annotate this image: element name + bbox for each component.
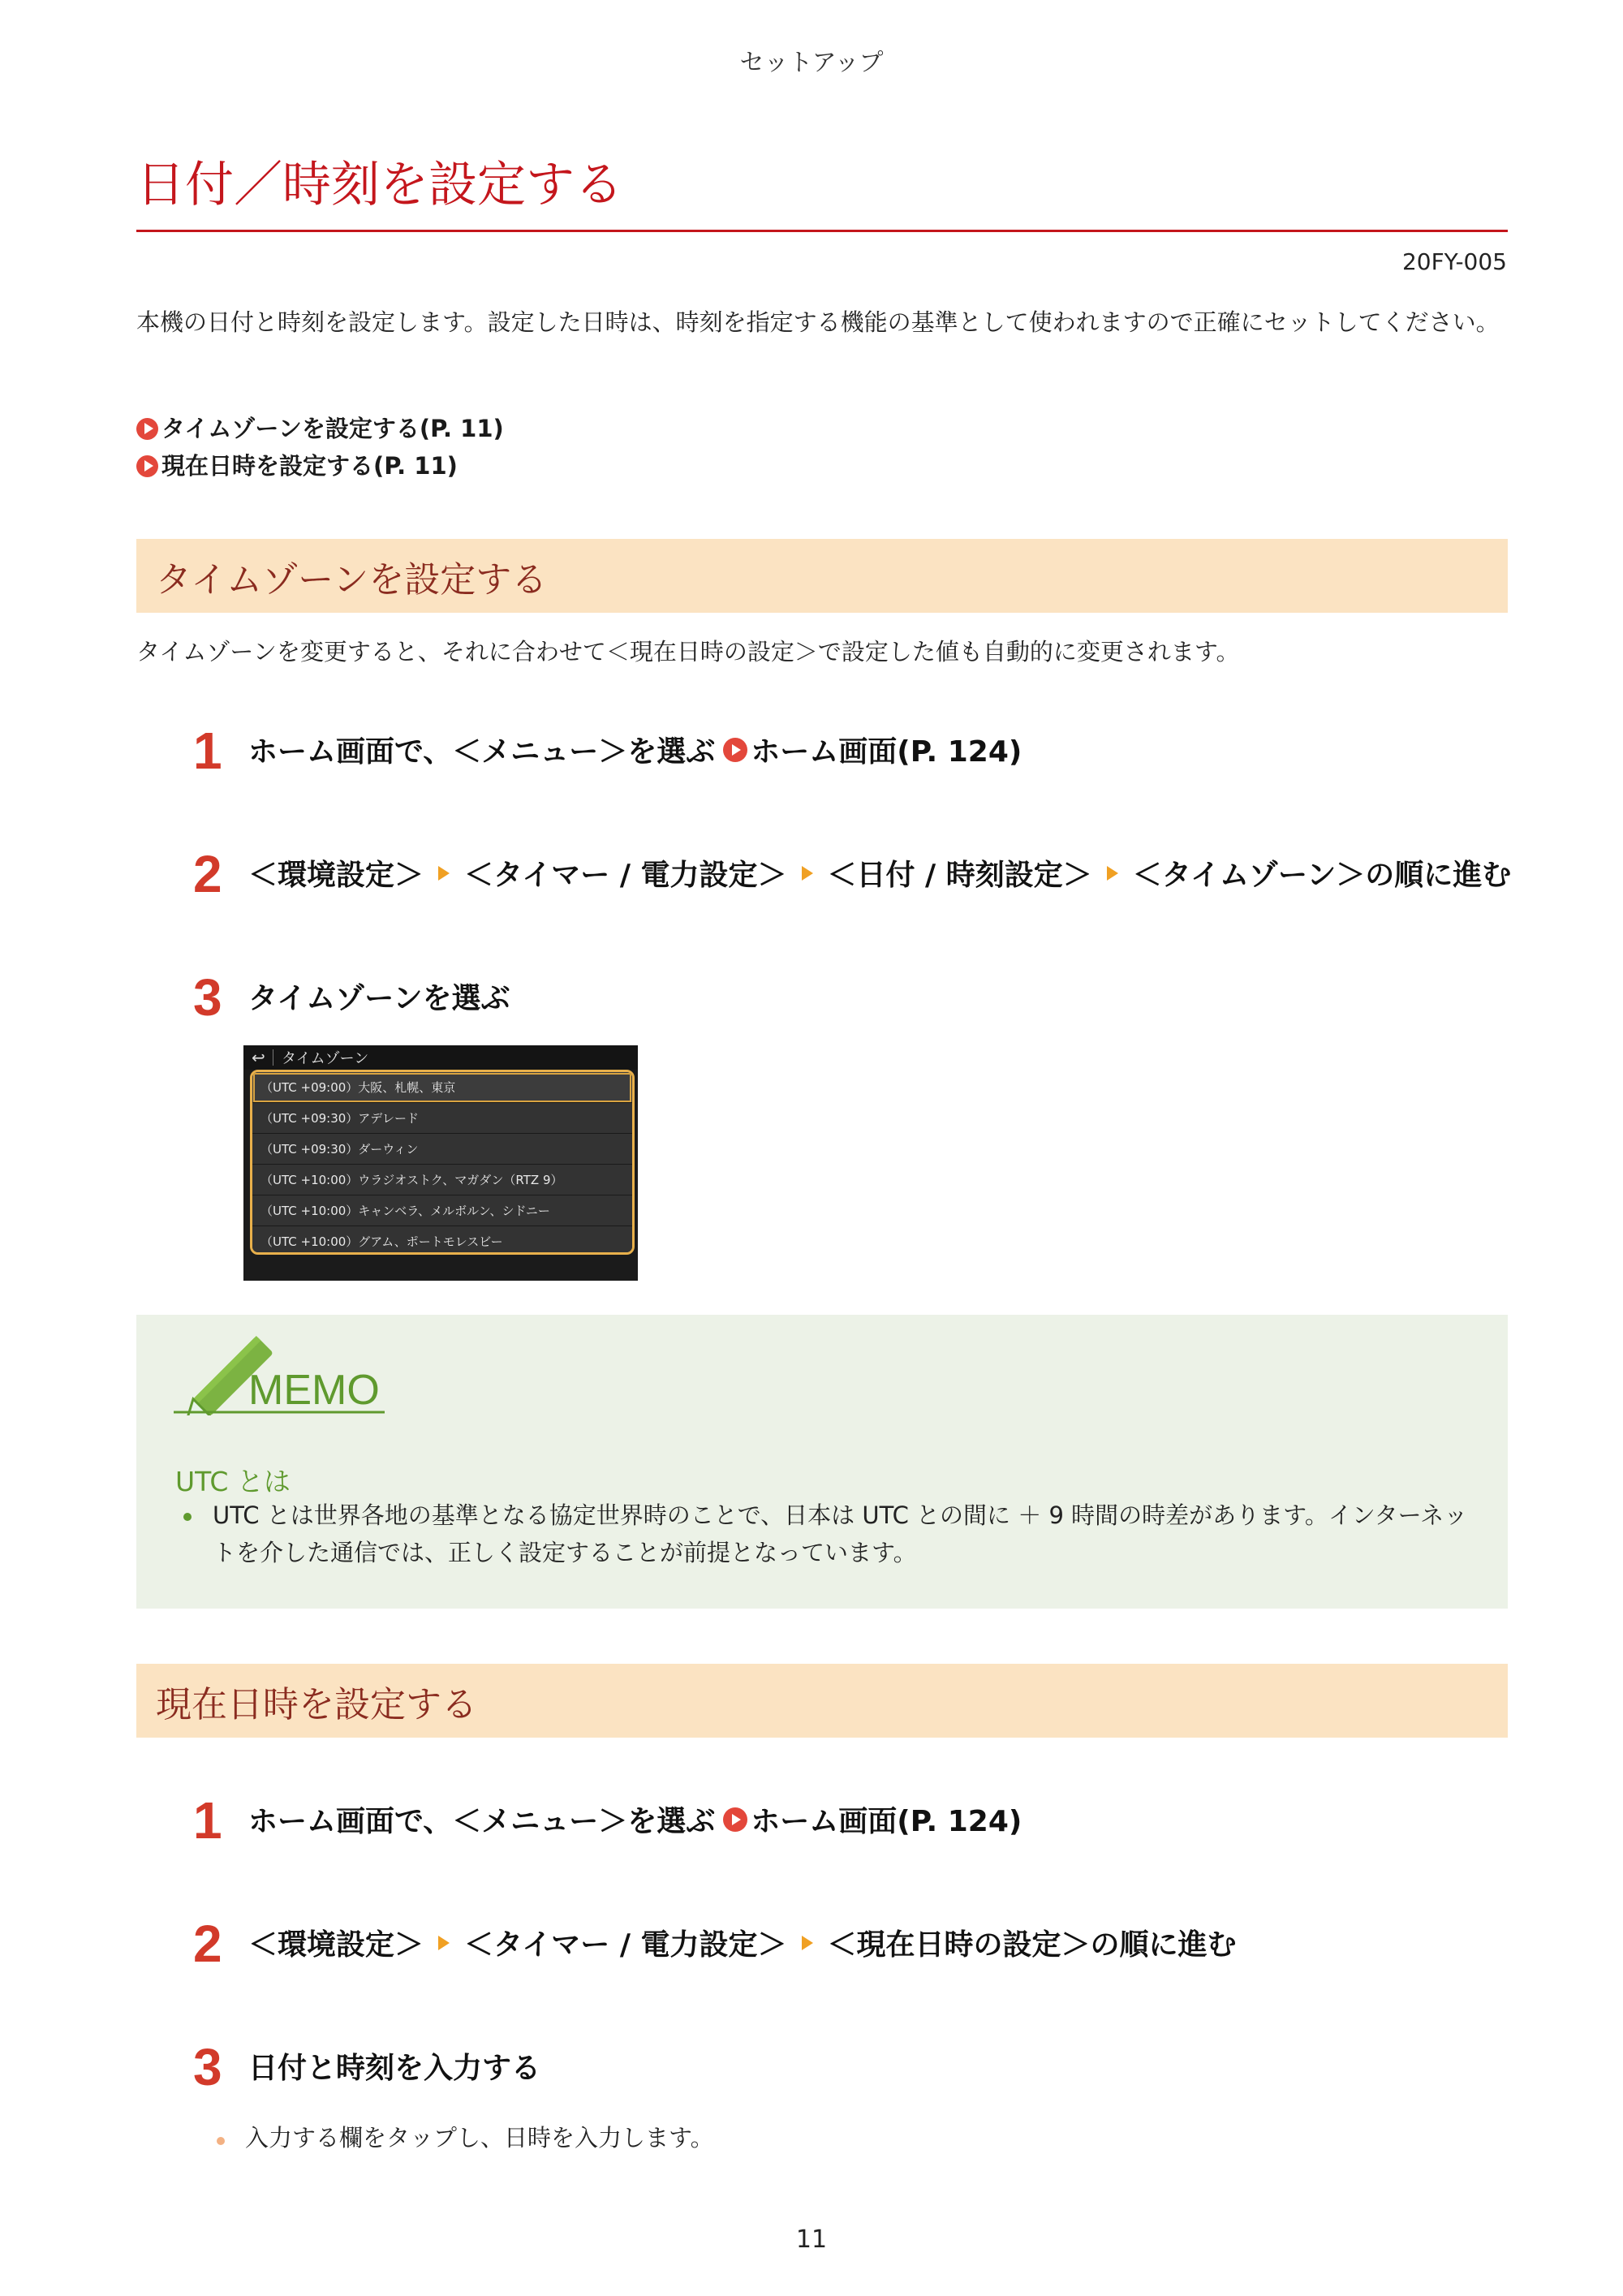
step-number: 2 bbox=[193, 1915, 222, 1973]
section-heading-current-datetime bbox=[136, 1664, 1508, 1738]
screen-title: タイムゾーン bbox=[282, 1050, 369, 1067]
menu-path-item: ＜タイマー / 電力設定＞ bbox=[464, 859, 787, 892]
step-label: ホーム画面で、＜メニュー＞を選ぶ bbox=[248, 1805, 716, 1838]
step-text bbox=[248, 852, 1511, 894]
section-links bbox=[136, 410, 504, 485]
step-text bbox=[248, 1798, 1022, 1840]
link-arrow-icon bbox=[136, 455, 158, 477]
step-text bbox=[248, 1922, 1237, 1963]
link-timezone[interactable] bbox=[136, 410, 504, 447]
page-number: 11 bbox=[795, 2225, 828, 2254]
page-title: 日付／時刻を設定する bbox=[136, 157, 623, 213]
step-number: 3 bbox=[193, 968, 222, 1027]
section-description: タイムゾーンを変更すると、それに合わせて＜現在日時の設定＞で設定した値も自動的に変更されます。 bbox=[136, 638, 1240, 666]
arrow-right-icon bbox=[1107, 866, 1118, 881]
list-item[interactable]: （UTC +10:00）グアム、ポートモレスビー bbox=[252, 1226, 632, 1255]
list-item[interactable]: （UTC +09:30）ダーウィン bbox=[252, 1134, 632, 1165]
menu-path-item: ＜日付 / 時刻設定＞ bbox=[827, 859, 1092, 892]
bullet-dot bbox=[183, 1513, 192, 1521]
title-rule bbox=[136, 230, 1508, 232]
arrow-right-icon bbox=[802, 866, 813, 881]
section-heading-text: タイムゾーンを設定する bbox=[156, 558, 548, 601]
bullet-dot bbox=[217, 2137, 225, 2145]
step-number: 1 bbox=[193, 722, 222, 780]
arrow-right-icon bbox=[438, 866, 450, 881]
document-code: 20FY-005 bbox=[1401, 248, 1507, 275]
menu-path-item: ＜タイマー / 電力設定＞ bbox=[464, 1928, 787, 1962]
link-arrow-icon bbox=[723, 1807, 747, 1832]
memo-subheading: UTC とは bbox=[175, 1466, 291, 1497]
link-current-datetime[interactable] bbox=[136, 447, 504, 485]
timezone-screen bbox=[243, 1045, 638, 1281]
link-label[interactable]: 現在日時を設定する(P. 11) bbox=[161, 452, 458, 480]
memo-pencil-icon bbox=[174, 1334, 385, 1415]
intro-paragraph: 本機の日付と時刻を設定します。設定した日時は、時刻を指定する機能の基準として使われますので正確にセットしてください。 bbox=[136, 308, 1500, 336]
link-label[interactable]: ホーム画面(P. 124) bbox=[751, 1805, 1022, 1838]
section-heading-text: 現在日時を設定する bbox=[156, 1683, 477, 1725]
list-item[interactable]: （UTC +09:30）アデレード bbox=[252, 1103, 632, 1134]
home-screen-link[interactable] bbox=[723, 1798, 1022, 1840]
link-arrow-icon bbox=[723, 738, 747, 762]
screen-header bbox=[243, 1045, 638, 1070]
link-label[interactable]: ホーム画面(P. 124) bbox=[751, 735, 1022, 769]
list-item[interactable]: （UTC +10:00）キャンベラ、メルボルン、シドニー bbox=[252, 1195, 632, 1226]
list-item[interactable]: （UTC +10:00）ウラジオストク、マガダン（RTZ 9） bbox=[252, 1165, 632, 1195]
back-arrow-icon[interactable]: ↩ bbox=[252, 1048, 265, 1067]
list-item[interactable]: （UTC +09:00）大阪、札幌、東京 bbox=[252, 1072, 632, 1103]
home-screen-link[interactable] bbox=[723, 729, 1022, 770]
memo-body: UTC とは世界各地の基準となる協定世界時のことで、日本は UTC との間に ＋ 9 時間の時差があります。インターネットを介した通信では、正しく設定することが前提となっています。 bbox=[213, 1501, 1468, 1566]
step-label: ホーム画面で、＜メニュー＞を選ぶ bbox=[248, 735, 716, 769]
link-arrow-icon bbox=[136, 418, 158, 440]
step-text bbox=[248, 729, 1022, 770]
menu-path-item: ＜現在日時の設定＞の順に進む bbox=[827, 1928, 1237, 1962]
menu-path-item: ＜環境設定＞ bbox=[248, 1928, 424, 1962]
section-heading-timezone bbox=[136, 539, 1508, 613]
memo-logo-text: MEMO bbox=[248, 1367, 380, 1414]
step-sub-text: 入力する欄をタップし、日時を入力します。 bbox=[245, 2124, 714, 2152]
step-number: 1 bbox=[193, 1791, 222, 1850]
link-label[interactable]: タイムゾーンを設定する(P. 11) bbox=[161, 415, 504, 442]
timezone-list bbox=[250, 1070, 635, 1255]
step-text: 日付と時刻を入力する bbox=[248, 2052, 541, 2085]
step-text: タイムゾーンを選ぶ bbox=[248, 982, 510, 1015]
menu-path-item: ＜環境設定＞ bbox=[248, 859, 424, 892]
arrow-right-icon bbox=[438, 1936, 450, 1950]
arrow-right-icon bbox=[802, 1936, 813, 1950]
running-header: セットアップ bbox=[739, 49, 884, 77]
step-number: 3 bbox=[193, 2038, 222, 2096]
menu-path-item: ＜タイムゾーン＞の順に進む bbox=[1132, 859, 1512, 892]
memo-box bbox=[136, 1315, 1508, 1609]
step-number: 2 bbox=[193, 845, 222, 903]
